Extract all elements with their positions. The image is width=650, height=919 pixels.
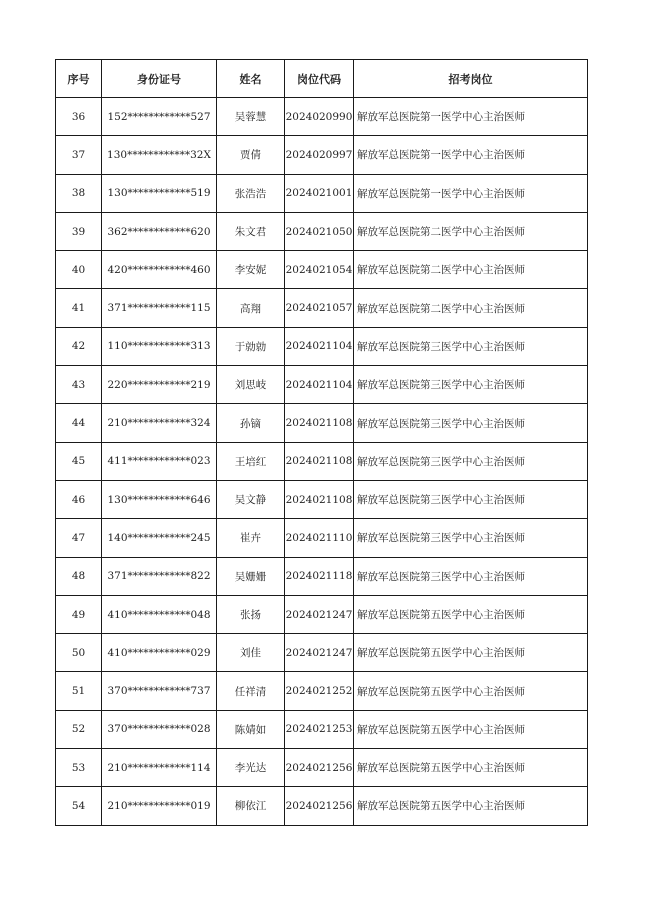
cell-post: 解放军总医院第五医学中心主治医师 [354,595,588,633]
cell-no: 38 [56,174,102,212]
cell-post: 解放军总医院第三医学中心主治医师 [354,480,588,518]
cell-no: 40 [56,251,102,289]
cell-post-code: 2024021247 [285,595,354,633]
cell-name: 任祥清 [217,672,285,710]
cell-post: 解放军总医院第五医学中心主治医师 [354,710,588,748]
cell-name: 崔卉 [217,519,285,557]
table-row [56,404,588,442]
table-row [56,327,588,365]
cell-id-number: 130************519 [102,174,217,212]
table-row [56,174,588,212]
header-name: 姓名 [217,60,285,98]
cell-id-number: 130************646 [102,480,217,518]
cell-name: 张浩浩 [217,174,285,212]
cell-id-number: 210************019 [102,787,217,825]
cell-post: 解放军总医院第二医学中心主治医师 [354,212,588,250]
table-row [56,98,588,136]
table-row [56,634,588,672]
table-row [56,595,588,633]
cell-id-number: 410************048 [102,595,217,633]
cell-id-number: 420************460 [102,251,217,289]
cell-post: 解放军总医院第二医学中心主治医师 [354,251,588,289]
cell-post: 解放军总医院第五医学中心主治医师 [354,634,588,672]
cell-id-number: 410************029 [102,634,217,672]
cell-id-number: 370************737 [102,672,217,710]
table-row [56,289,588,327]
cell-post: 解放军总医院第三医学中心主治医师 [354,366,588,404]
cell-post: 解放军总医院第一医学中心主治医师 [354,98,588,136]
cell-post-code: 2024021104 [285,327,354,365]
cell-name: 刘思岐 [217,366,285,404]
cell-no: 43 [56,366,102,404]
table-row [56,442,588,480]
cell-name: 柳依江 [217,787,285,825]
cell-post-code: 2024021001 [285,174,354,212]
cell-id-number: 220************219 [102,366,217,404]
cell-post-code: 2024021108 [285,442,354,480]
cell-name: 朱文君 [217,212,285,250]
cell-post-code: 2024021108 [285,404,354,442]
cell-post: 解放军总医院第一医学中心主治医师 [354,174,588,212]
cell-name: 刘佳 [217,634,285,672]
cell-post-code: 2024021256 [285,787,354,825]
table-row [56,787,588,825]
cell-id-number: 130************32X [102,136,217,174]
cell-post: 解放军总医院第一医学中心主治医师 [354,136,588,174]
cell-name: 贾倩 [217,136,285,174]
cell-no: 48 [56,557,102,595]
table-row [56,136,588,174]
cell-post-code: 2024021256 [285,749,354,787]
header-id-number: 身份证号 [102,60,217,98]
cell-name: 吴蓉慧 [217,98,285,136]
cell-no: 45 [56,442,102,480]
cell-id-number: 362************620 [102,212,217,250]
header-no: 序号 [56,60,102,98]
cell-post-code: 2024021118 [285,557,354,595]
cell-name: 于勍勍 [217,327,285,365]
table-body [56,98,588,826]
cell-id-number: 371************115 [102,289,217,327]
cell-post: 解放军总医院第二医学中心主治医师 [354,289,588,327]
cell-id-number: 371************822 [102,557,217,595]
cell-id-number: 152************527 [102,98,217,136]
cell-post: 解放军总医院第三医学中心主治医师 [354,442,588,480]
table-row [56,251,588,289]
cell-post-code: 2024021050 [285,212,354,250]
cell-no: 54 [56,787,102,825]
cell-post-code: 2024020997 [285,136,354,174]
cell-post-code: 2024021108 [285,480,354,518]
table-row [56,672,588,710]
cell-post: 解放军总医院第五医学中心主治医师 [354,749,588,787]
cell-no: 50 [56,634,102,672]
cell-id-number: 140************245 [102,519,217,557]
table-row [56,710,588,748]
cell-post-code: 2024021110 [285,519,354,557]
cell-post-code: 2024021247 [285,634,354,672]
candidate-table [55,59,588,826]
cell-post: 解放军总医院第五医学中心主治医师 [354,672,588,710]
cell-post: 解放军总医院第三医学中心主治医师 [354,519,588,557]
cell-post-code: 2024020990 [285,98,354,136]
cell-no: 39 [56,212,102,250]
cell-no: 53 [56,749,102,787]
cell-post: 解放军总医院第五医学中心主治医师 [354,787,588,825]
header-post-code: 岗位代码 [285,60,354,98]
cell-id-number: 210************324 [102,404,217,442]
table-header [56,60,588,98]
cell-name: 高翔 [217,289,285,327]
cell-id-number: 110************313 [102,327,217,365]
cell-post-code: 2024021054 [285,251,354,289]
cell-name: 李安妮 [217,251,285,289]
cell-post-code: 2024021253 [285,710,354,748]
cell-post: 解放军总医院第三医学中心主治医师 [354,557,588,595]
cell-no: 37 [56,136,102,174]
cell-no: 49 [56,595,102,633]
cell-no: 42 [56,327,102,365]
cell-name: 孙镝 [217,404,285,442]
header-post: 招考岗位 [354,60,588,98]
table-row [56,749,588,787]
cell-no: 46 [56,480,102,518]
cell-post-code: 2024021252 [285,672,354,710]
cell-id-number: 370************028 [102,710,217,748]
cell-name: 吴文静 [217,480,285,518]
cell-id-number: 411************023 [102,442,217,480]
table-row [56,366,588,404]
cell-name: 王培红 [217,442,285,480]
cell-post: 解放军总医院第三医学中心主治医师 [354,327,588,365]
table-row [56,480,588,518]
cell-name: 李光达 [217,749,285,787]
table-row [56,212,588,250]
cell-no: 36 [56,98,102,136]
cell-name: 吴姗姗 [217,557,285,595]
cell-id-number: 210************114 [102,749,217,787]
cell-no: 47 [56,519,102,557]
cell-no: 52 [56,710,102,748]
header-row [56,60,588,98]
table-row [56,557,588,595]
table-row [56,519,588,557]
cell-post-code: 2024021057 [285,289,354,327]
cell-no: 41 [56,289,102,327]
cell-no: 51 [56,672,102,710]
cell-name: 陈婧如 [217,710,285,748]
cell-post: 解放军总医院第三医学中心主治医师 [354,404,588,442]
cell-post-code: 2024021104 [285,366,354,404]
cell-name: 张扬 [217,595,285,633]
cell-no: 44 [56,404,102,442]
